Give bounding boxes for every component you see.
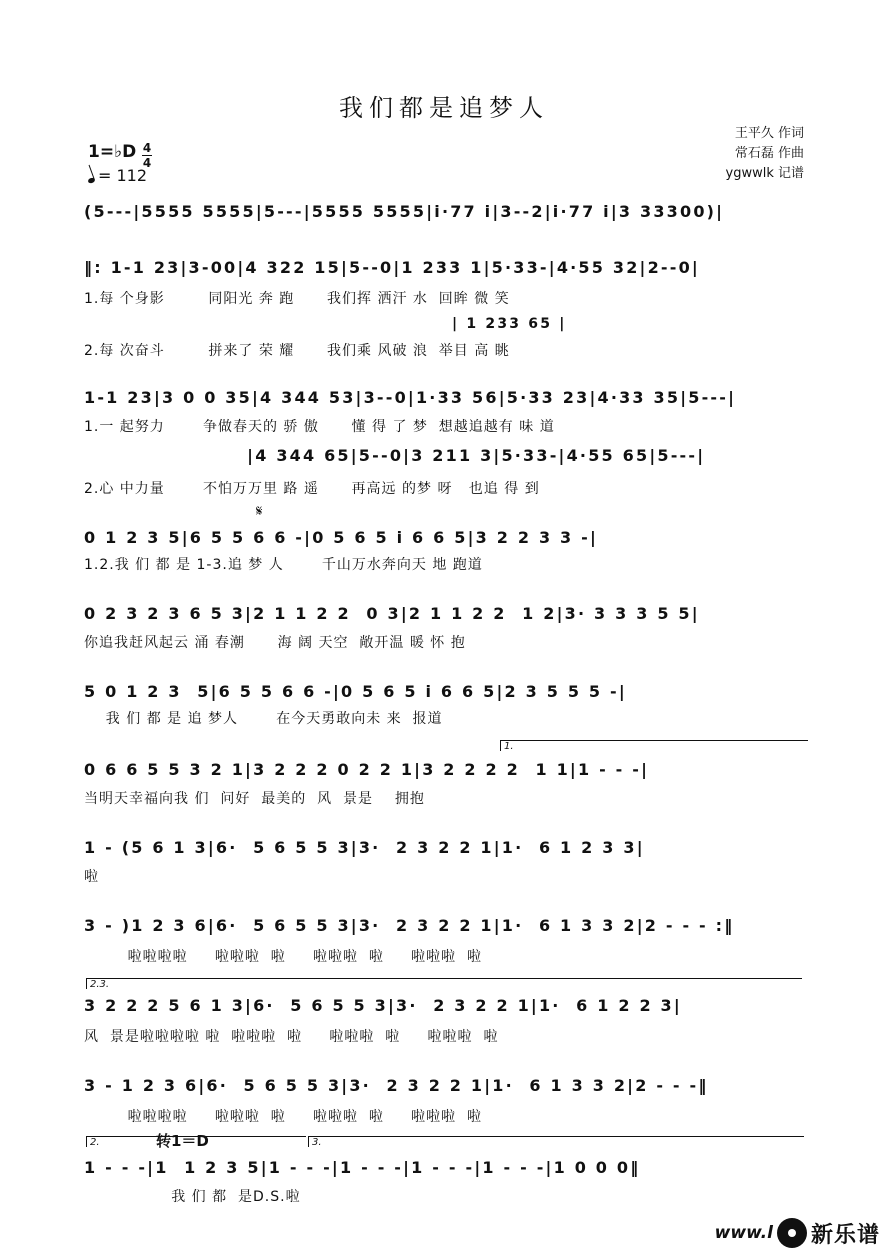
score-line-10: 3 - )1 2 3 6|6· 5 6 5 5 3|3· 2 3 2 2 1|1· 6 1 3 3 2|2 - - - :‖ — [84, 916, 735, 935]
score-line-7: 5 0 1 2 3 5|6 5 5 6 6 -|0 5 6 5 i 6 6 5|2 3 5 5 5 -| — [84, 682, 627, 701]
score-line-6: 0 2 3 2 3 6 5 3|2 1 1 2 2 0 3|2 1 1 2 2 1 2|3· 3 3 3 5 5| — [84, 604, 700, 623]
score-line-1: (5---|5555 5555|5---|5555 5555|i·77 i|3--2|i·77 i|3 33300)| — [84, 202, 725, 221]
score-line-13: 1 - - -|1 1 2 3 5|1 - - -|1 - - -|1 - - -|1 - - -|1 0 0 0‖ — [84, 1158, 641, 1177]
lyric-line-10: 啦啦啦啦 啦啦啦 啦 啦啦啦 啦 啦啦啦 啦 — [84, 949, 483, 965]
lyric-line-8: 当明天幸福向我 们 问好 最美的 风 景是 拥抱 — [84, 791, 425, 807]
score-line-2: ‖: 1-1 23|3-00|4 322 15|5--0|1 233 1|5·33-|4·55 32|2--0| — [84, 258, 700, 277]
third-ending-bracket: 3. — [308, 1136, 804, 1147]
composer-credit: 常石磊 作曲 — [734, 146, 804, 161]
key-signature: 1=♭D — [88, 142, 137, 162]
lyric-line-5: 1.2.我 们 都 是 1-3.追 梦 人 千山万水奔向天 地 跑道 — [84, 557, 483, 573]
time-signature — [142, 142, 152, 169]
lyric-line-13: 我 们 都 是D.S.啦 — [84, 1189, 301, 1205]
lyric-line-2-verse-1: 1.每 个身影 同阳光 奔 跑 我们挥 洒汗 水 回眸 微 笑 — [84, 291, 510, 307]
lyric-line-7: 我 们 都 是 追 梦人 在今天勇敢向未 来 报道 — [84, 711, 443, 727]
score-line-5: 0 1 2 3 5|6 5 5 6 6 -|0 5 6 5 i 6 6 5|3 2 2 3 3 -| — [84, 528, 599, 547]
song-title: 我们都是追梦人 — [339, 94, 549, 122]
watermark-url: www.l — [714, 1223, 773, 1243]
lyric-line-11: 风 景是啦啦啦啦 啦 啦啦啦 啦 啦啦啦 啦 啦啦啦 啦 — [84, 1029, 499, 1045]
second-ending-bracket: 2. — [86, 1136, 306, 1147]
score-line-4: |4 344 65|5--0|3 211 3|5·33-|4·55 65|5---| — [84, 446, 706, 465]
lyricist-credit: 王平久 作词 — [734, 126, 804, 141]
score-line-3: 1-1 23|3 0 0 35|4 344 53|3--0|1·33 56|5·33 23|4·33 35|5---| — [84, 388, 737, 407]
tempo-marking — [88, 166, 147, 185]
lyric-line-9: 啦 — [84, 869, 99, 885]
score-line-11: 3 2 2 2 5 6 1 3|6· 5 6 5 5 3|3· 2 3 2 2 1|1· 6 1 2 2 3| — [84, 996, 682, 1015]
time-signature-bottom: 4 — [142, 156, 152, 170]
modulation-marking: 转1＝D — [156, 1132, 209, 1150]
score-line-9: 1 - (5 6 1 3|6· 5 6 5 5 3|3· 2 3 2 2 1|1· 6 1 2 3 3| — [84, 838, 645, 857]
lyric-line-12: 啦啦啦啦 啦啦啦 啦 啦啦啦 啦 啦啦啦 啦 — [84, 1109, 483, 1125]
credits-block — [726, 124, 804, 184]
transcriber-credit: ygwwlk 记谱 — [725, 166, 804, 181]
alt-notes-line-2: | 1 233 65 | — [452, 316, 567, 332]
site-watermark — [715, 1216, 880, 1250]
watermark-brand: 新乐谱 — [810, 1222, 880, 1248]
lyric-line-3: 1.一 起努力 争做春天的 骄 傲 懂 得 了 梦 想越追越有 味 道 — [84, 419, 555, 435]
segno-sign: 𝄋 — [256, 502, 263, 520]
score-line-12: 3 - 1 2 3 6|6· 5 6 5 5 3|3· 2 3 2 2 1|1· 6 1 3 3 2|2 - - -‖ — [84, 1076, 709, 1095]
lyric-line-2-verse-2: 2.每 次奋斗 拼来了 荣 耀 我们乘 风破 浪 举目 高 眺 — [84, 343, 510, 359]
lyric-line-4: 2.心 中力量 不怕万万里 路 遥 再高远 的梦 呀 也追 得 到 — [84, 481, 540, 497]
score-line-8: 0 6 6 5 5 3 2 1|3 2 2 2 0 2 2 1|3 2 2 2 2 1 1|1 - - -| — [84, 760, 650, 779]
tempo-value: = 112 — [98, 166, 148, 185]
lyric-line-6: 你追我赶风起云 涌 春潮 海 阔 天空 敞开温 暖 怀 抱 — [84, 635, 466, 651]
second-third-ending-bracket: 2.3. — [86, 978, 802, 989]
quarter-note-icon — [87, 177, 95, 184]
time-signature-top: 4 — [142, 141, 152, 155]
vinyl-disc-icon — [777, 1218, 807, 1248]
first-ending-bracket: 1. — [500, 740, 808, 751]
